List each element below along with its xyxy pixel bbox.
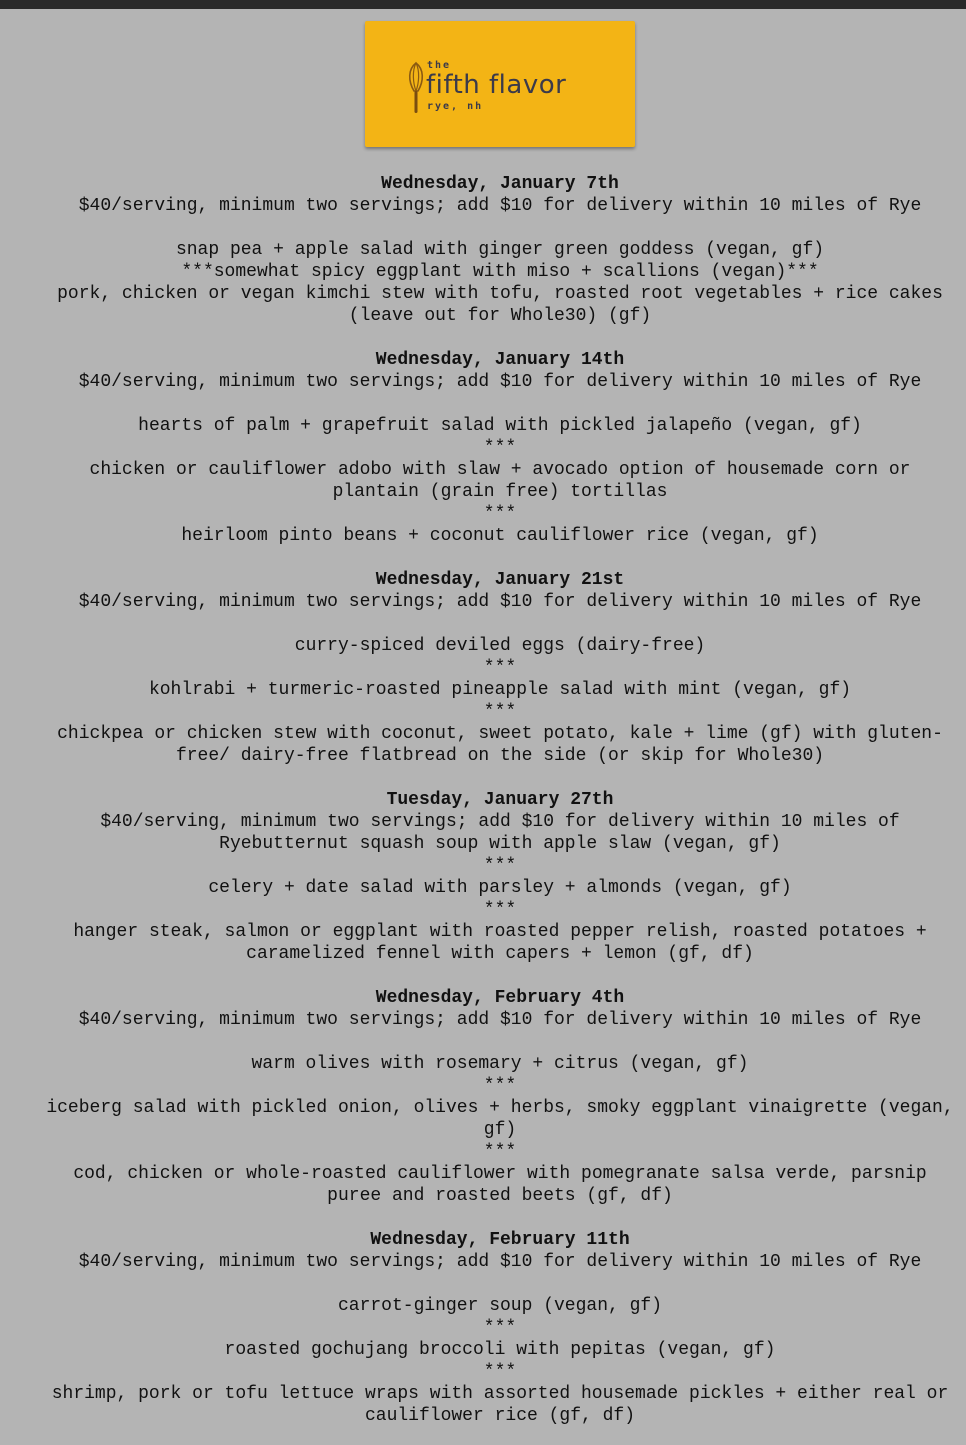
- menu-separator: ***: [483, 438, 517, 458]
- menu-dish-line: cauliflower rice (gf, df): [364, 1406, 636, 1426]
- menu-spacer: [0, 613, 966, 635]
- menu-separator: ***: [483, 1362, 517, 1382]
- menu-spacer: [0, 1031, 966, 1053]
- menu-dish-line: free/ dairy-free flatbread on the side (or skip for Whole30): [175, 746, 825, 766]
- menu-dish-line: caramelized fennel with capers + lemon (gf, df): [246, 944, 754, 964]
- menu-dish-line: iceberg salad with pickled onion, olives + herbs, smoky eggplant vinaigrette (vegan,: [46, 1098, 954, 1118]
- weekly-menu: [0, 173, 966, 1427]
- menu-separator: ***: [483, 1142, 517, 1162]
- menu-dish-line: roasted gochujang broccoli with pepitas (vegan, gf): [224, 1340, 776, 1360]
- logo-location: rye, nh: [427, 101, 484, 112]
- menu-separator: ***: [483, 658, 517, 678]
- menu-price-note: $40/serving, minimum two servings; add $10 for delivery within 10 miles of Rye: [78, 1252, 922, 1272]
- menu-spacer: [0, 327, 966, 349]
- menu-price-note: $40/serving, minimum two servings; add $10 for delivery within 10 miles of Rye: [78, 1010, 922, 1030]
- menu-spacer: [0, 767, 966, 789]
- menu-dish-line: (leave out for Whole30) (gf): [348, 306, 652, 326]
- menu-dish-line: pork, chicken or vegan kimchi stew with tofu, roasted root vegetables + rice cakes: [57, 284, 943, 304]
- menu-date-heading: Wednesday, January 7th: [381, 174, 619, 194]
- logo-name: fifth flavor: [426, 70, 567, 100]
- menu-separator: ***: [483, 1076, 517, 1096]
- menu-price-note: $40/serving, minimum two servings; add $10 for delivery within 10 miles of Rye: [78, 592, 922, 612]
- menu-separator: ***: [483, 856, 517, 876]
- menu-date-heading: Wednesday, January 14th: [375, 350, 625, 370]
- whisk-icon: [405, 61, 427, 115]
- menu-dish-line: kohlrabi + turmeric-roasted pineapple salad with mint (vegan, gf): [148, 680, 852, 700]
- menu-dish-line: hearts of palm + grapefruit salad with pickled jalapeño (vegan, gf): [138, 416, 862, 436]
- menu-dish-line: gf): [483, 1120, 517, 1140]
- menu-spacer: [0, 547, 966, 569]
- menu-dish-line: cod, chicken or whole-roasted cauliflower with pomegranate salsa verde, parsnip: [73, 1164, 927, 1184]
- menu-separator: ***: [483, 504, 517, 524]
- menu-dish-line: hanger steak, salmon or eggplant with roasted pepper relish, roasted potatoes +: [73, 922, 927, 942]
- menu-dish-line: celery + date salad with parsley + almonds (vegan, gf): [208, 878, 792, 898]
- menu-dish-line: chickpea or chicken stew with coconut, sweet potato, kale + lime (gf) with gluten-: [57, 724, 943, 744]
- menu-dish-line: snap pea + apple salad with ginger green goddess (vegan, gf): [175, 240, 825, 260]
- menu-separator: ***: [483, 702, 517, 722]
- menu-price-note: $40/serving, minimum two servings; add $10 for delivery within 10 miles of Rye: [78, 196, 922, 216]
- menu-spacer: [0, 1273, 966, 1295]
- menu-date-heading: Wednesday, January 21st: [375, 570, 625, 590]
- menu-date-heading: Wednesday, February 11th: [370, 1230, 630, 1250]
- menu-separator: ***: [483, 1318, 517, 1338]
- menu-price-note: $40/serving, minimum two servings; add $10 for delivery within 10 miles of: [100, 812, 900, 832]
- menu-spacer: [0, 1207, 966, 1229]
- menu-date-heading: Tuesday, January 27th: [386, 790, 614, 810]
- menu-spacer: [0, 217, 966, 239]
- top-bar: [0, 0, 966, 9]
- fifth-flavor-logo[interactable]: [365, 21, 635, 147]
- menu-dish-line: warm olives with rosemary + citrus (vegan, gf): [251, 1054, 749, 1074]
- logo-line-the: the: [427, 60, 452, 71]
- menu-dish-line: shrimp, pork or tofu lettuce wraps with assorted housemade pickles + either real or: [51, 1384, 949, 1404]
- menu-dish-line: Ryebutternut squash soup with apple slaw (vegan, gf): [219, 834, 781, 854]
- menu-dish-line: puree and roasted beets (gf, df): [327, 1186, 673, 1206]
- menu-spacer: [0, 393, 966, 415]
- menu-spacer: [0, 965, 966, 987]
- menu-dish-line: heirloom pinto beans + coconut cauliflower rice (vegan, gf): [181, 526, 819, 546]
- menu-dish-line: curry-spiced deviled eggs (dairy-free): [294, 636, 706, 656]
- menu-date-heading: Wednesday, February 4th: [375, 988, 625, 1008]
- menu-price-note: $40/serving, minimum two servings; add $10 for delivery within 10 miles of Rye: [78, 372, 922, 392]
- menu-dish-line: carrot-ginger soup (vegan, gf): [337, 1296, 663, 1316]
- menu-dish-line: ***somewhat spicy eggplant with miso + scallions (vegan)***: [181, 262, 819, 282]
- menu-separator: ***: [483, 900, 517, 920]
- menu-dish-line: plantain (grain free) tortillas: [332, 482, 668, 502]
- menu-dish-line: chicken or cauliflower adobo with slaw + avocado option of housemade corn or: [89, 460, 911, 480]
